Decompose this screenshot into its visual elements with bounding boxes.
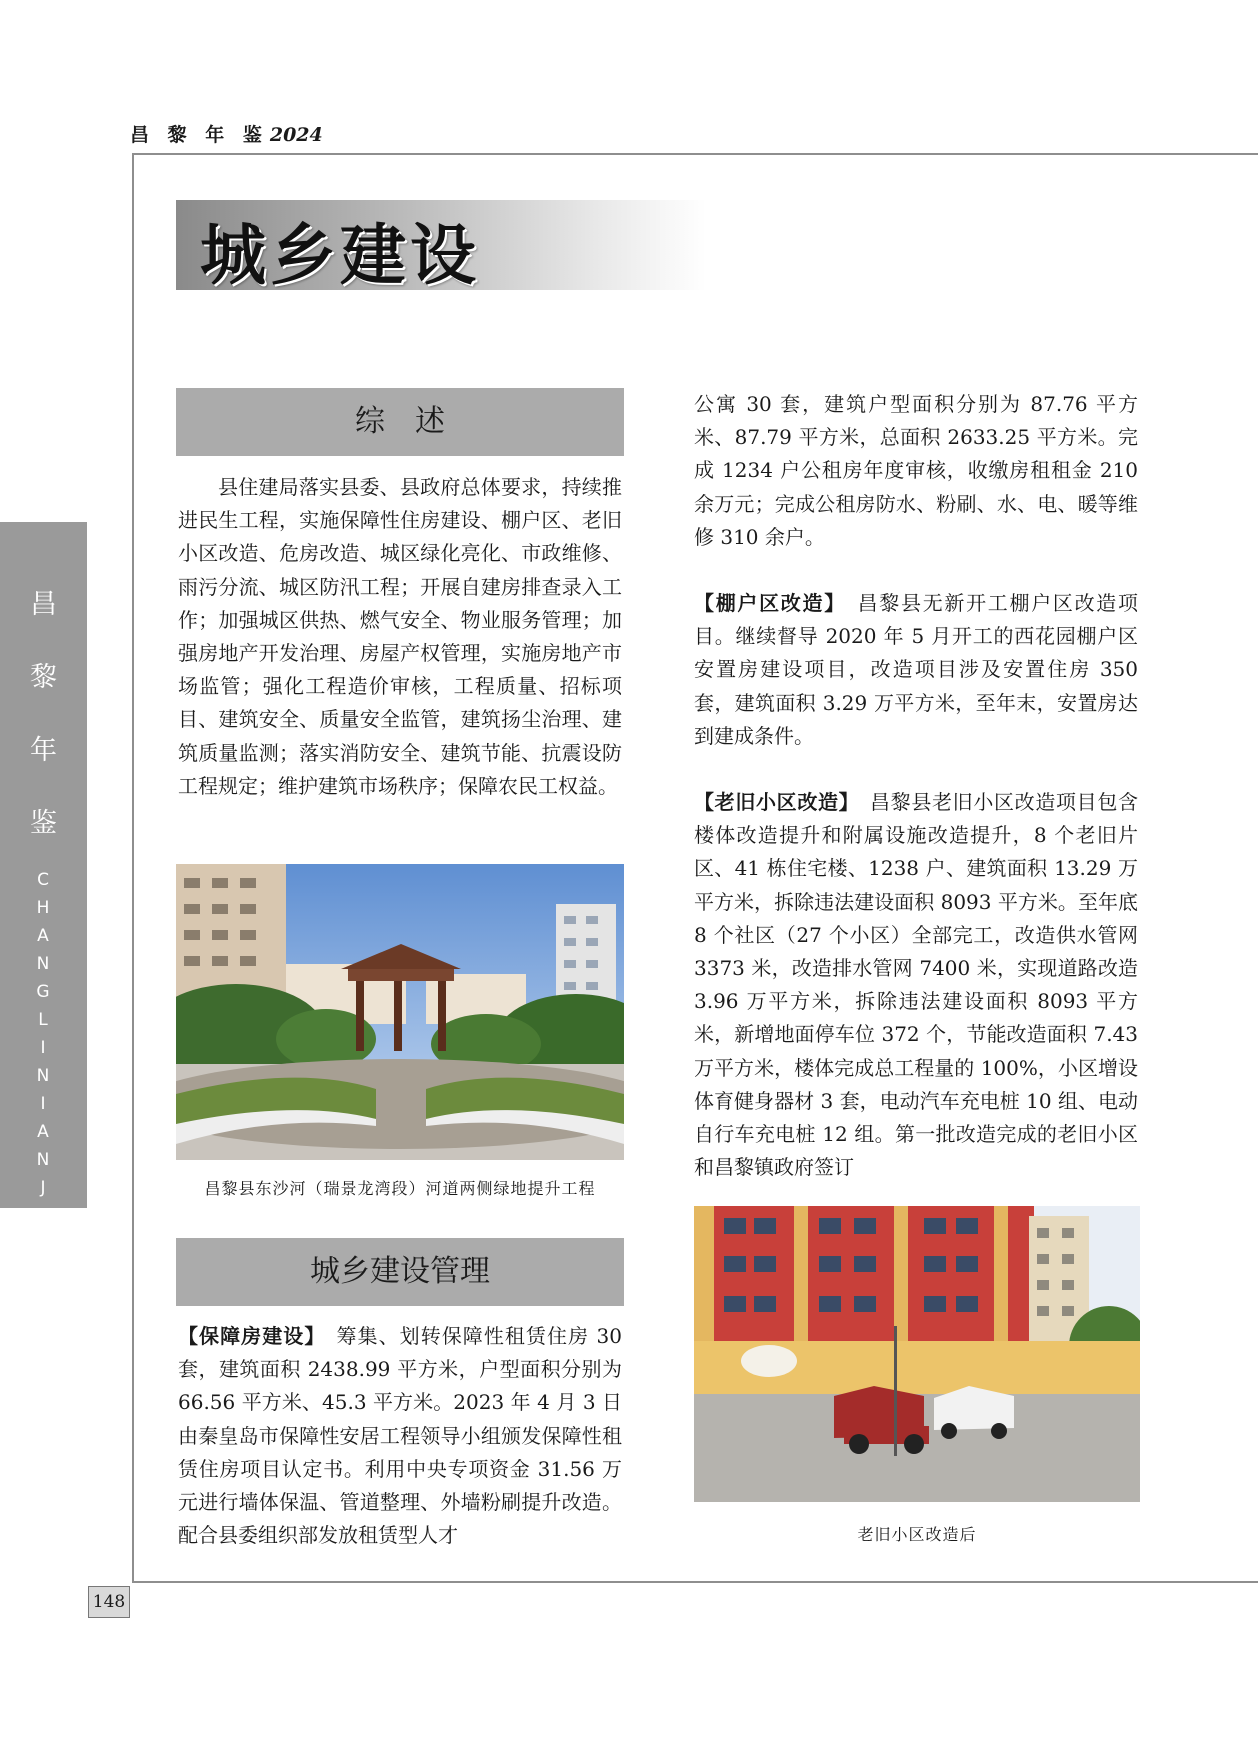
shanty-text: 昌黎县无新开工棚户区改造项目。继续督导 2020 年 5 月开工的西花园棚户区安置房建设项目，改造项目涉及安置住房 350 套，建筑面积 3.29 万平方米，至年末，安置房达到建成条件。 <box>694 591 1139 748</box>
running-header-book: 昌 黎 年 鉴 <box>130 124 268 146</box>
photo-pavilion <box>176 864 624 1160</box>
side-letter: N <box>36 954 51 974</box>
side-letter: G <box>36 982 51 1002</box>
side-tab-en <box>0 870 87 1282</box>
photo1-caption: 昌黎县东沙河（瑞景龙湾段）河道两侧绿地提升工程 <box>204 1179 596 1198</box>
frame-left-rule <box>132 153 134 1583</box>
overview-text: 县住建局落实县委、县政府总体要求，持续推进民生工程，实施保障性住房建设、棚户区、老旧小区改造、危房改造、城区绿化亮化、市政维修、雨污分流、城区防汛工程；开展自建房排查录入工作；加强城区供热、燃气安全、物业服务管理；加强房地产开发治理、房屋产权管理，实施房地产市场监管；强化工程造价审核，工程质量、招标项目、建筑安全、质量安全监管，建筑扬尘治理、建筑质量监测；落实消防安全、建筑节能、抗震设防工程规定；维护建筑市场秩序；保障农民工权益。 <box>178 475 622 798</box>
side-letter: L <box>38 1010 49 1030</box>
photo2-caption: 老旧小区改造后 <box>857 1525 977 1544</box>
side-tab-cn <box>0 522 87 840</box>
overview-paragraph <box>178 471 622 803</box>
side-letter: J <box>40 1178 47 1198</box>
chapter-title: 城乡建设 <box>200 217 480 294</box>
housing-keyword: 【保障房建设】 <box>178 1324 316 1348</box>
section-title-management: 城乡建设管理 <box>176 1238 624 1306</box>
side-tab <box>0 522 87 1282</box>
side-char: 黎 <box>30 662 57 693</box>
housing-paragraph <box>178 1320 622 1552</box>
photo-renovated-community <box>694 1206 1140 1502</box>
running-header-year: 2024 <box>269 124 323 146</box>
pavilion-image <box>176 864 624 1160</box>
side-letter: C <box>37 870 50 890</box>
old-community-text: 昌黎县老旧小区改造项目包含楼体改造提升和附属设施改造提升，8 个老旧片区、41 栋住宅楼、1238 户、建筑面积 13.29 万平方米，拆除违法建设面积 8093 平方米。至年底 8 个社区（27 个小区）全部完工，改造供水管网 3373 米，改造排水管网 7400 米，实现道路改造 3.96 万平方米，拆除违法建设面积 8093 平方米，新增地面停车位 372 个，节能改造面积 7.43 万平方米，楼体完成总工程量的 100%，小区增设体育健身器材 3 套，电动汽车充电桩 10 组、电动自行车充电桩 12 组。第一批改造完成的老旧小区和昌黎镇政府签订 <box>694 790 1139 1180</box>
side-letter: A <box>37 1234 50 1254</box>
housing-continued: 公寓 30 套，建筑户型面积分别为 87.76 平方米、87.79 平方米，总面积 2633.25 平方米。完成 1234 户公租房年度审核，收缴房租租金 210 余万元；完成公租房防水、粉刷、水、电、暖等维修 310 余户。 <box>694 392 1138 549</box>
renovated-community-image <box>694 1206 1140 1502</box>
side-letter: A <box>37 926 50 946</box>
running-header <box>130 120 323 147</box>
side-letter: I <box>40 1206 47 1226</box>
side-char: 鉴 <box>30 808 57 839</box>
side-letter: I <box>40 1094 47 1114</box>
page-number: 148 <box>88 1586 130 1618</box>
side-letter: A <box>37 1122 50 1142</box>
shanty-keyword: 【棚户区改造】 <box>694 591 836 616</box>
side-letter: N <box>36 1150 51 1170</box>
frame-bottom-rule <box>132 1581 1258 1583</box>
section-title-overview: 综 述 <box>176 388 624 456</box>
side-letter: H <box>36 898 51 918</box>
side-letter: N <box>36 1066 51 1086</box>
side-letter: N <box>36 1262 51 1282</box>
old-community-keyword: 【老旧小区改造】 <box>694 790 850 815</box>
housing-text: 筹集、划转保障性租赁住房 30 套，建筑面积 2438.99 平方米，户型面积分别为 66.56 平方米、45.3 平方米。2023 年 4 月 3 日由秦皇岛市保障性安居工程领导小组颁发保障性租赁住房项目认定书。利用中央专项资金 31.56 万元进行墙体保温、管道整理、外墙粉刷提升改造。配合县委组织部发放租赁型人才 <box>178 1324 623 1548</box>
side-char: 昌 <box>30 589 57 620</box>
right-column-text <box>694 388 1138 1184</box>
side-char: 年 <box>30 735 57 766</box>
frame-top-rule <box>132 153 1258 155</box>
side-letter: I <box>40 1038 47 1058</box>
